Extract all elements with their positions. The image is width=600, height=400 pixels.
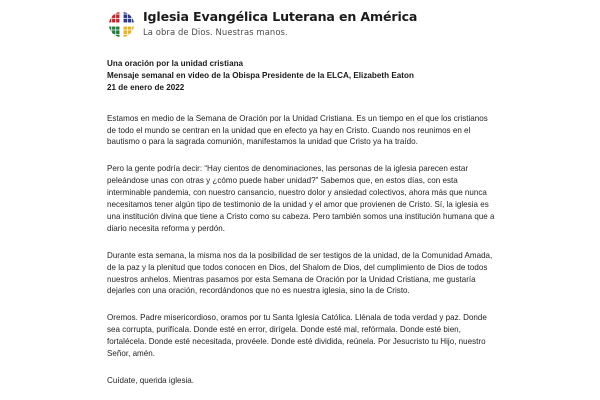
heading-date: 21 de enero de 2022 — [107, 83, 185, 93]
organization-name: Iglesia Evangélica Luterana en América — [143, 9, 418, 24]
spacer — [107, 95, 497, 113]
spacer — [107, 297, 497, 312]
heading-subtitle: Mensaje semanal en video de la Obispa Presidente de la ELCA, Elizabeth Eaton — [107, 71, 414, 81]
paragraph-5: Cuídate, querida iglesia. — [107, 376, 195, 386]
spacer — [107, 235, 497, 250]
masthead — [107, 9, 417, 39]
spacer — [107, 360, 497, 375]
organization-tagline: La obra de Dios. Nuestras manos. — [143, 27, 288, 37]
paragraph-1: Estamos en medio de la Semana de Oración por la Unidad Cristiana. Es un tiempo en el que los cristianos de todo el mundo se centran en la unidad que en efecto ya hay en Cristo. Cuando nos reunimos en el bautismo o para la sagrada comunión, manifestamos la unidad que Cristo ya ha traído. — [107, 113, 488, 147]
document-body — [107, 58, 497, 387]
spacer — [107, 148, 497, 163]
elca-cross-circle-logo-icon — [107, 10, 136, 39]
paragraph-2: Pero la gente podría decir: “Hay cientos de denominaciones, las personas de la iglesia parecen estar peleándose unas con otras y ¿cómo puede haber unidad?” Sabemos que, en estos días, con esta interminable pandemia, con nuestro cansancio, nuestro dolor y ansiedad colectivos, ahora más que nunca necesitamos tener algún tipo de testimonio de la unidad y el amor que provienen de Cristo. Sí, la iglesia es una institución divina que tiene a Cristo como su cabeza. Pero también somos una institución humana que a diario necesita reforma y perdón. — [107, 164, 495, 233]
heading-title: Una oración por la unidad cristiana — [107, 59, 244, 68]
paragraph-4: Oremos. Padre misericordioso, oramos por tu Santa Iglesia Católica. Llénala de toda verdad y paz. Donde sea corrupta, purifícala. Donde esté en error, dirígela. Donde esté mal, refórmala. Donde esté bien, fortalécela. Donde esté necesitada, provéele. Donde esté dividida, reúnela. Por Jesucristo tu Hijo, nuestro Señor, amén. — [107, 313, 487, 359]
paragraph-3: Durante esta semana, la misma nos da la posibilidad de ser testigos de la unidad, de la Comunidad Amada, de la paz y la plenitud que todos conocen en Dios, del Shalom de Dios, del cumplimiento de Dios de todos nuestros anhelos. Mientras pasamos por esta Semana de Oración por la Unidad Cristiana, me gustaría dejarles con una oración, recordándonos que no es nuestra iglesia, sino la de Cristo. — [107, 250, 493, 296]
masthead-text — [143, 9, 417, 38]
document-heading — [107, 58, 497, 95]
